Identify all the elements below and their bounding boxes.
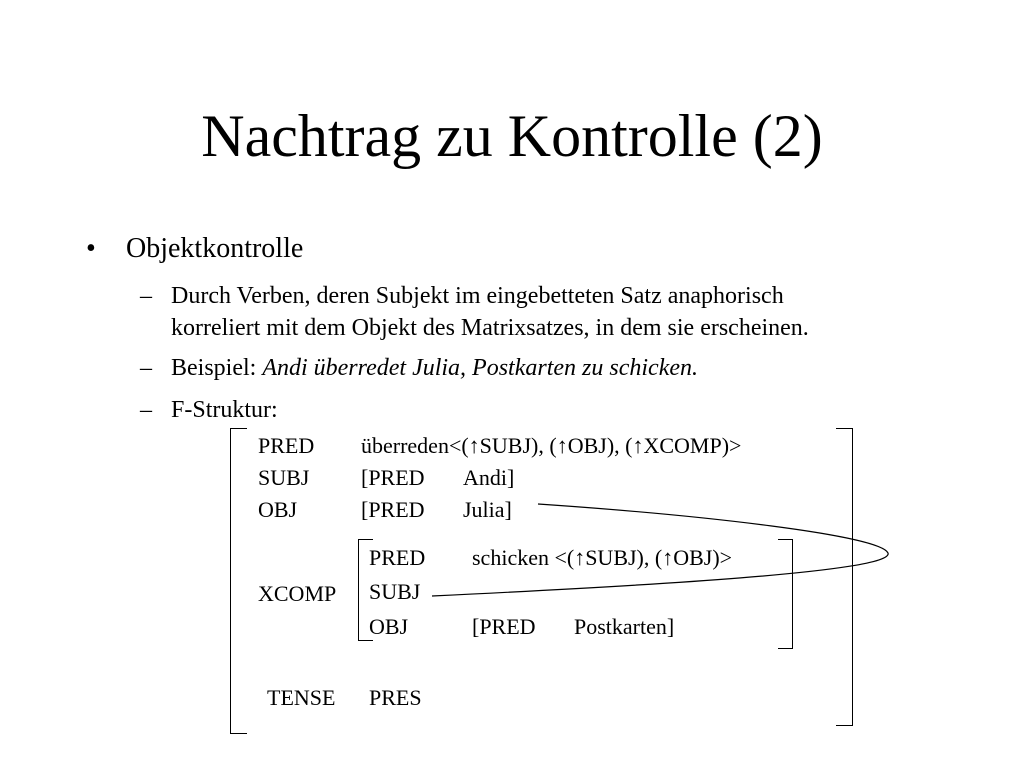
subitem-fstruktur-label: F-Struktur: [171,397,278,423]
subitem-definition-line1: Durch Verben, deren Subjekt im eingebetteten Satz anaphorisch [171,283,784,309]
fs-subj-value: Andi] [463,465,515,490]
fs-tense-value: PRES [369,685,422,710]
fs-xcomp-obj-attr: OBJ [369,614,409,639]
example-prefix: Beispiel: [171,355,263,381]
fs-xcomp-pred-attr: PRED [369,545,426,570]
bullet-marker: • [86,233,96,264]
fs-tense-attr: TENSE [267,685,336,710]
fs-obj-open: [PRED [361,497,425,522]
subitem-marker: – [140,397,152,423]
control-link-path [432,504,888,596]
fs-xcomp-obj-value: Postkarten] [574,614,675,639]
slide-title: Nachtrag zu Kontrolle (2) [201,103,823,169]
fs-xcomp-pred-value: schicken <(↑SUBJ), (↑OBJ)> [472,545,733,570]
subitem-marker: – [140,283,152,309]
fs-xcomp-obj-open: [PRED [472,614,536,639]
fs-pred-value: überreden<(↑SUBJ), (↑OBJ), (↑XCOMP)> [361,433,742,458]
subitem-definition-line2: korreliert mit dem Objekt des Matrixsatzes, in dem sie erscheinen. [171,315,809,341]
fs-subj-attr: SUBJ [258,465,310,490]
fs-subj-open: [PRED [361,465,425,490]
subitem-marker: – [140,355,152,381]
fs-pred-attr: PRED [258,433,315,458]
fs-obj-attr: OBJ [258,497,298,522]
fs-xcomp-subj-attr: SUBJ [369,579,421,604]
bullet-objektkontrolle: Objektkontrolle [126,233,304,264]
fs-obj-value: Julia] [463,497,512,522]
fs-xcomp-attr: XCOMP [258,581,337,606]
example-sentence: Andi überredet Julia, Postkarten zu schicken. [262,355,698,381]
